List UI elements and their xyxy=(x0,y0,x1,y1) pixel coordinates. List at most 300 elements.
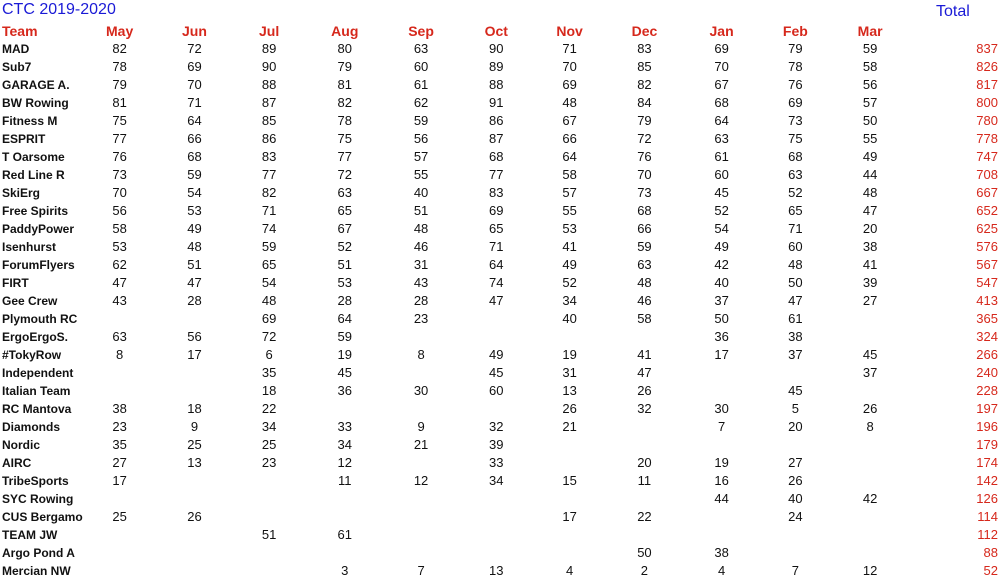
month-value-feb: 50 xyxy=(788,275,803,290)
month-value-sep: 57 xyxy=(413,149,429,164)
team-total: 88 xyxy=(983,545,998,560)
month-value-mar xyxy=(831,544,909,562)
month-value-feb: 38 xyxy=(788,329,803,344)
month-value-nov: 13 xyxy=(562,383,577,398)
month-value-jun xyxy=(157,526,233,544)
month-value-feb: 61 xyxy=(788,311,803,326)
month-value-nov: 34 xyxy=(562,293,577,308)
month-value-jun xyxy=(157,472,233,490)
month-value-jun: 17 xyxy=(187,347,202,362)
month-value-jan: 64 xyxy=(714,113,729,128)
table-row xyxy=(2,310,1000,328)
month-value-sep xyxy=(384,454,459,472)
month-value-jun xyxy=(157,490,233,508)
month-value-aug: 12 xyxy=(337,455,353,470)
month-value-jun xyxy=(157,364,233,382)
month-value-aug: 51 xyxy=(337,257,353,272)
month-value-mar: 50 xyxy=(862,113,878,128)
month-value-mar: 12 xyxy=(862,563,878,578)
column-header-mar: Mar xyxy=(857,23,883,39)
month-value-nov: 55 xyxy=(562,203,577,218)
month-value-aug: 80 xyxy=(337,41,353,56)
month-value-feb: 37 xyxy=(788,347,803,362)
month-value-jul: 87 xyxy=(261,95,277,110)
column-header-may: May xyxy=(106,23,134,39)
month-value-jan: 69 xyxy=(714,41,729,56)
team-total: 324 xyxy=(976,329,998,344)
month-value-mar: 56 xyxy=(862,77,878,92)
month-value-may: 62 xyxy=(112,257,127,272)
month-value-feb: 5 xyxy=(791,401,799,416)
month-value-mar: 55 xyxy=(862,131,878,146)
month-value-aug: 3 xyxy=(341,563,349,578)
month-value-nov: 4 xyxy=(565,563,574,578)
team-total: 142 xyxy=(976,473,998,488)
column-header-jan: Jan xyxy=(709,23,734,39)
month-value-dec: 50 xyxy=(637,545,652,560)
month-value-oct: 64 xyxy=(489,257,504,272)
month-value-may: 47 xyxy=(112,275,127,290)
month-value-may: 58 xyxy=(112,221,127,236)
month-value-sep: 7 xyxy=(417,563,425,578)
month-value-feb: 48 xyxy=(788,257,803,272)
month-value-sep: 56 xyxy=(413,131,429,146)
month-value-mar xyxy=(831,526,909,544)
month-value-oct xyxy=(458,508,534,526)
month-value-jul: 59 xyxy=(261,239,277,254)
table-row xyxy=(2,166,1000,184)
column-header-team: Team xyxy=(2,23,38,39)
team-total: 800 xyxy=(976,95,998,110)
month-value-feb: 20 xyxy=(788,419,803,434)
month-value-sep: 30 xyxy=(413,383,429,398)
month-value-may: 25 xyxy=(112,509,127,524)
month-value-jul: 72 xyxy=(261,329,277,344)
month-value-sep: 51 xyxy=(413,203,429,218)
month-value-aug: 52 xyxy=(337,239,353,254)
month-value-jan xyxy=(684,436,760,454)
month-value-nov: 40 xyxy=(562,311,577,326)
month-value-jun: 25 xyxy=(187,437,202,452)
month-value-may: 56 xyxy=(112,203,127,218)
month-value-aug: 64 xyxy=(337,311,353,326)
month-value-jul: 83 xyxy=(261,149,277,164)
month-value-jun: 66 xyxy=(187,131,202,146)
month-value-feb: 68 xyxy=(788,149,803,164)
month-value-feb: 7 xyxy=(791,563,799,578)
month-value-mar xyxy=(831,328,909,346)
month-value-sep xyxy=(384,526,459,544)
month-value-feb xyxy=(759,364,831,382)
month-value-may: 78 xyxy=(112,59,127,74)
month-value-aug: 72 xyxy=(337,167,353,182)
month-value-jun: 53 xyxy=(187,203,202,218)
month-value-feb: 24 xyxy=(788,509,803,524)
month-value-jan: 44 xyxy=(714,491,729,506)
table-row xyxy=(2,130,1000,148)
month-value-dec xyxy=(605,490,684,508)
month-value-jan: 42 xyxy=(714,257,729,272)
month-value-nov: 52 xyxy=(562,275,577,290)
month-value-mar xyxy=(831,508,909,526)
team-name: Isenhurst xyxy=(2,240,57,254)
month-value-jan: 49 xyxy=(714,239,729,254)
month-value-dec xyxy=(605,436,684,454)
month-value-oct: 87 xyxy=(489,131,504,146)
month-value-feb: 47 xyxy=(788,293,803,308)
month-value-nov: 71 xyxy=(562,41,577,56)
month-value-mar xyxy=(831,454,909,472)
team-name: Gee Crew xyxy=(2,294,58,308)
month-value-feb: 63 xyxy=(788,167,803,182)
month-value-oct xyxy=(458,544,534,562)
month-value-jan: 40 xyxy=(714,275,729,290)
month-value-dec: 79 xyxy=(637,113,652,128)
month-value-dec: 22 xyxy=(637,509,652,524)
team-total: 747 xyxy=(976,149,998,164)
month-value-jul: 90 xyxy=(261,59,277,74)
month-value-jul: 69 xyxy=(261,311,277,326)
team-total: 708 xyxy=(976,167,998,182)
month-value-jan: 68 xyxy=(714,95,729,110)
month-value-nov: 58 xyxy=(562,167,577,182)
month-value-jan: 7 xyxy=(717,419,726,434)
month-value-mar: 38 xyxy=(862,239,878,254)
month-value-jan xyxy=(684,382,760,400)
month-value-may: 53 xyxy=(112,239,127,254)
team-name: Nordic xyxy=(2,438,41,452)
month-value-feb: 45 xyxy=(788,383,803,398)
month-value-mar: 27 xyxy=(862,293,878,308)
month-value-jan xyxy=(684,364,760,382)
month-value-feb xyxy=(759,526,831,544)
month-value-dec: 2 xyxy=(640,563,649,578)
month-value-may: 81 xyxy=(112,95,127,110)
month-value-dec: 46 xyxy=(637,293,652,308)
table-row xyxy=(2,76,1000,94)
month-value-jul: 23 xyxy=(261,455,277,470)
month-value-aug: 34 xyxy=(337,437,353,452)
month-value-dec: 85 xyxy=(637,59,652,74)
table-row xyxy=(2,490,1000,508)
month-value-sep: 23 xyxy=(413,311,429,326)
month-value-aug: 82 xyxy=(337,95,353,110)
month-value-may: 35 xyxy=(112,437,127,452)
month-value-nov xyxy=(534,454,605,472)
month-value-jul: 48 xyxy=(261,293,277,308)
month-value-jun: 69 xyxy=(187,59,202,74)
column-header-jun: Jun xyxy=(182,23,207,39)
month-value-sep xyxy=(384,400,459,418)
team-total: 174 xyxy=(976,455,998,470)
month-value-oct: 89 xyxy=(489,59,504,74)
month-value-oct xyxy=(458,526,534,544)
month-value-feb: 65 xyxy=(788,203,803,218)
team-total: 52 xyxy=(983,563,998,578)
month-value-mar: 47 xyxy=(862,203,878,218)
month-value-sep: 48 xyxy=(413,221,429,236)
month-value-nov: 49 xyxy=(562,257,577,272)
month-value-dec: 72 xyxy=(637,131,652,146)
team-total: 778 xyxy=(976,131,998,146)
month-value-sep xyxy=(384,490,459,508)
month-value-dec: 68 xyxy=(637,203,652,218)
table-row xyxy=(2,418,1000,436)
month-value-oct: 86 xyxy=(489,113,504,128)
month-value-aug: 11 xyxy=(338,473,352,488)
month-value-aug: 79 xyxy=(337,59,353,74)
month-value-jul xyxy=(232,562,306,580)
month-value-may: 17 xyxy=(112,473,127,488)
month-value-dec: 82 xyxy=(637,77,652,92)
month-value-sep: 60 xyxy=(413,59,429,74)
team-name: FIRT xyxy=(2,276,29,290)
month-value-may: 79 xyxy=(112,77,127,92)
table-row xyxy=(2,562,1000,580)
month-value-dec: 32 xyxy=(637,401,652,416)
month-value-aug: 45 xyxy=(337,365,353,380)
month-value-mar: 48 xyxy=(862,185,878,200)
column-header-total-spacer xyxy=(909,23,1000,40)
month-value-may xyxy=(83,562,157,580)
team-name: GARAGE A. xyxy=(2,78,70,92)
team-name: Italian Team xyxy=(2,384,71,398)
month-value-aug: 53 xyxy=(337,275,353,290)
month-value-jul: 85 xyxy=(261,113,277,128)
month-value-aug xyxy=(306,490,384,508)
month-value-mar: 20 xyxy=(862,221,878,236)
month-value-sep: 55 xyxy=(413,167,429,182)
month-value-may xyxy=(83,310,157,328)
month-value-mar: 39 xyxy=(862,275,878,290)
month-value-may xyxy=(83,544,157,562)
month-value-jan: 30 xyxy=(714,401,729,416)
month-value-aug: 36 xyxy=(337,383,353,398)
month-value-oct: 69 xyxy=(489,203,504,218)
header-row xyxy=(2,23,1000,40)
month-value-oct: 13 xyxy=(489,563,504,578)
team-total: 817 xyxy=(976,77,998,92)
month-value-oct: 88 xyxy=(489,77,504,92)
month-value-sep: 12 xyxy=(413,473,429,488)
month-value-may: 27 xyxy=(112,455,127,470)
month-value-jul xyxy=(232,472,306,490)
table-row xyxy=(2,274,1000,292)
month-value-jul: 82 xyxy=(261,185,277,200)
month-value-jan: 61 xyxy=(714,149,729,164)
month-value-may xyxy=(83,490,157,508)
month-value-jun: 70 xyxy=(187,77,202,92)
table-row xyxy=(2,400,1000,418)
month-value-oct: 60 xyxy=(489,383,504,398)
team-total: 547 xyxy=(976,275,998,290)
month-value-may: 75 xyxy=(112,113,127,128)
team-name: #TokyRow xyxy=(2,348,62,362)
team-name: Independent xyxy=(2,366,74,380)
month-value-aug: 75 xyxy=(337,131,353,146)
month-value-jun: 59 xyxy=(187,167,202,182)
month-value-jun: 51 xyxy=(187,257,202,272)
month-value-mar: 42 xyxy=(862,491,878,506)
month-value-jun: 28 xyxy=(187,293,202,308)
team-name: Free Spirits xyxy=(2,204,69,218)
month-value-aug xyxy=(306,544,384,562)
month-value-nov: 21 xyxy=(562,419,577,434)
month-value-oct xyxy=(458,490,534,508)
team-total: 413 xyxy=(976,293,998,308)
sheet-title: CTC 2019-2020 xyxy=(2,1,116,18)
month-value-jun: 54 xyxy=(187,185,202,200)
month-value-nov xyxy=(534,526,605,544)
team-name: TEAM JW xyxy=(2,528,58,542)
table-row xyxy=(2,148,1000,166)
month-value-jan: 50 xyxy=(714,311,729,326)
month-value-may: 23 xyxy=(112,419,127,434)
month-value-sep: 9 xyxy=(417,419,425,434)
month-value-dec: 41 xyxy=(637,347,652,362)
month-value-mar xyxy=(831,472,909,490)
month-value-sep: 63 xyxy=(413,41,429,56)
month-value-feb: 69 xyxy=(788,95,803,110)
month-value-oct: 90 xyxy=(489,41,504,56)
team-name: SkiErg xyxy=(2,186,41,200)
month-value-feb: 75 xyxy=(788,131,803,146)
column-header-nov: Nov xyxy=(556,23,583,39)
month-value-jun: 48 xyxy=(187,239,202,254)
month-value-jul: 54 xyxy=(261,275,277,290)
month-value-mar: 44 xyxy=(862,167,878,182)
month-value-nov: 67 xyxy=(562,113,577,128)
team-name: ForumFlyers xyxy=(2,258,75,272)
month-value-may: 76 xyxy=(112,149,127,164)
column-header-aug: Aug xyxy=(331,23,359,39)
month-value-mar: 26 xyxy=(862,401,878,416)
month-value-jul: 51 xyxy=(261,527,277,542)
month-value-may: 77 xyxy=(112,131,127,146)
month-value-feb: 79 xyxy=(788,41,803,56)
month-value-jul: 18 xyxy=(261,383,277,398)
month-value-may: 63 xyxy=(112,329,127,344)
column-header-feb: Feb xyxy=(782,23,808,39)
table-row xyxy=(2,40,1000,58)
month-value-nov xyxy=(534,328,605,346)
month-value-nov: 69 xyxy=(562,77,577,92)
table-row xyxy=(2,382,1000,400)
column-header-dec: Dec xyxy=(631,23,658,39)
month-value-jan: 52 xyxy=(714,203,729,218)
month-value-dec: 26 xyxy=(637,383,652,398)
month-value-jul xyxy=(232,508,306,526)
table-row xyxy=(2,526,1000,544)
month-value-nov: 48 xyxy=(562,95,577,110)
month-value-oct: 74 xyxy=(489,275,504,290)
month-value-sep: 8 xyxy=(417,347,425,362)
month-value-jul: 6 xyxy=(265,347,273,362)
team-name: Red Line R xyxy=(2,168,65,182)
month-value-dec xyxy=(605,418,684,436)
month-value-dec: 73 xyxy=(637,185,652,200)
month-value-mar: 37 xyxy=(862,365,878,380)
table-row xyxy=(2,184,1000,202)
month-value-aug: 59 xyxy=(337,329,353,344)
column-header-jul: Jul xyxy=(259,23,280,39)
team-name: Sub7 xyxy=(2,60,32,74)
month-value-nov: 31 xyxy=(562,365,577,380)
month-value-jan: 63 xyxy=(714,131,729,146)
table-row xyxy=(2,94,1000,112)
month-value-nov: 26 xyxy=(562,401,577,416)
month-value-jul: 65 xyxy=(261,257,277,272)
month-value-oct: 77 xyxy=(489,167,504,182)
month-value-jan: 19 xyxy=(714,455,729,470)
month-value-jan: 16 xyxy=(714,473,729,488)
team-total: 826 xyxy=(976,59,998,74)
team-name: RC Mantova xyxy=(2,402,72,416)
month-value-dec xyxy=(605,526,684,544)
month-value-oct: 83 xyxy=(489,185,504,200)
team-name: T Oarsome xyxy=(2,150,65,164)
table-row xyxy=(2,112,1000,130)
table-row xyxy=(2,508,1000,526)
month-value-oct: 33 xyxy=(489,455,504,470)
team-name: BW Rowing xyxy=(2,96,69,110)
column-header-sep: Sep xyxy=(408,23,434,39)
month-value-nov: 64 xyxy=(562,149,577,164)
month-value-dec: 76 xyxy=(637,149,652,164)
month-value-nov: 66 xyxy=(562,131,577,146)
month-value-dec: 48 xyxy=(637,275,652,290)
month-value-dec: 58 xyxy=(637,311,652,326)
month-value-jun xyxy=(157,544,233,562)
team-total: 240 xyxy=(976,365,998,380)
team-total: 667 xyxy=(976,185,998,200)
table-row xyxy=(2,292,1000,310)
month-value-jan: 54 xyxy=(714,221,729,236)
month-value-jul: 22 xyxy=(261,401,277,416)
table-row xyxy=(2,472,1000,490)
column-header-oct: Oct xyxy=(484,23,508,39)
month-value-nov xyxy=(534,436,605,454)
month-value-nov: 19 xyxy=(562,347,577,362)
month-value-mar: 57 xyxy=(862,95,878,110)
month-value-jun xyxy=(157,562,233,580)
month-value-sep xyxy=(384,364,459,382)
month-value-jun xyxy=(157,382,233,400)
month-value-aug: 61 xyxy=(337,527,353,542)
month-value-oct: 34 xyxy=(489,473,504,488)
team-total: 780 xyxy=(976,113,998,128)
team-name: Argo Pond A xyxy=(2,546,75,560)
month-value-jan: 4 xyxy=(717,563,726,578)
table-row xyxy=(2,238,1000,256)
month-value-may: 38 xyxy=(112,401,127,416)
month-value-oct: 91 xyxy=(489,95,504,110)
month-value-dec: 70 xyxy=(637,167,652,182)
month-value-jun: 26 xyxy=(187,509,202,524)
month-value-nov: 17 xyxy=(562,509,577,524)
month-value-dec: 84 xyxy=(637,95,652,110)
month-value-feb: 52 xyxy=(788,185,803,200)
team-name: ESPRIT xyxy=(2,132,46,146)
month-value-oct xyxy=(458,400,534,418)
month-value-aug: 65 xyxy=(337,203,353,218)
team-total: 567 xyxy=(976,257,998,272)
month-value-jun: 71 xyxy=(187,95,202,110)
month-value-may xyxy=(83,364,157,382)
month-value-jan: 38 xyxy=(714,545,729,560)
month-value-dec: 47 xyxy=(637,365,652,380)
total-header: Total xyxy=(936,3,970,20)
